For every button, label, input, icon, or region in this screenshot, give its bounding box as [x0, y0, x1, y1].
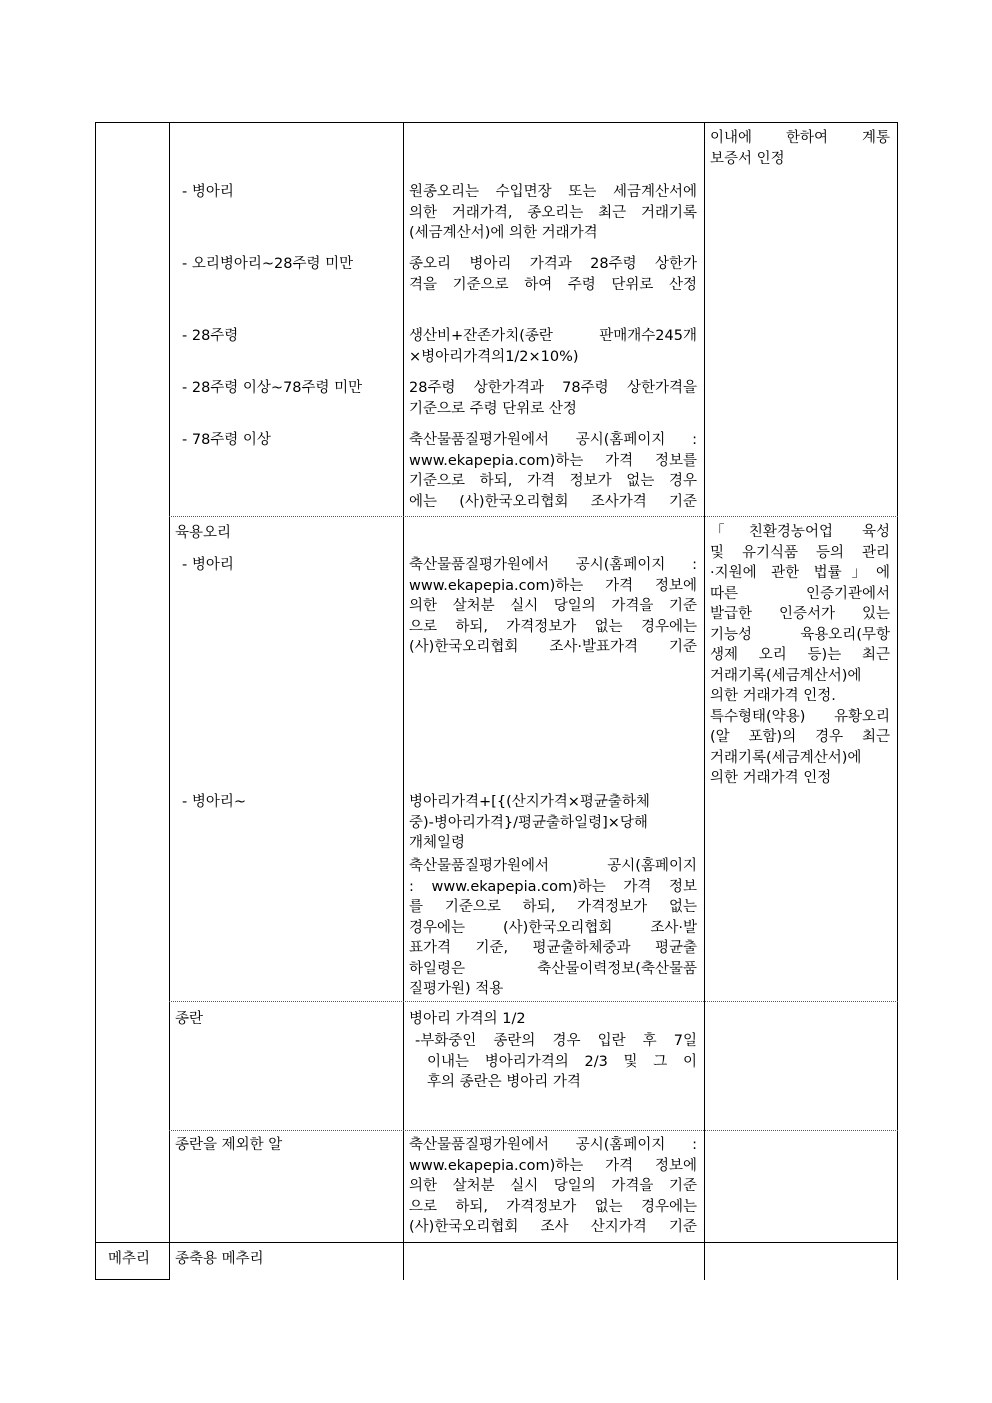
- item-label: - 병아리~: [182, 794, 247, 810]
- item-description: [409, 430, 697, 512]
- note-line: 이내에 한하여 계통: [710, 130, 890, 146]
- table-border-left: [95, 122, 96, 1280]
- item-description: [409, 555, 697, 658]
- desc-line: 축산물품질평가원에서 공시(홈페이지 :: [409, 432, 697, 448]
- desc-line: 의한 살처분 실시 당일의 가격을 기준: [409, 1178, 697, 1194]
- desc-line: ×병아리가격의1/2×10%): [409, 348, 579, 365]
- note-line: ·지원에 관한 법률」에: [710, 565, 890, 581]
- desc-line: 생산비+잔존가치(종란 판매개수245개: [409, 328, 697, 344]
- row-divider: [169, 516, 898, 517]
- item-label: - 오리병아리~28주령 미만: [182, 256, 354, 272]
- column-divider: [403, 122, 404, 1280]
- item-description: [409, 1135, 697, 1238]
- desc-line: 축산물품질평가원에서 공시(홈페이지 :: [409, 557, 697, 573]
- desc-line: (사)한국오리협회 조사 산지가격 기준: [409, 1219, 697, 1235]
- desc-line: 표가격 기준, 평균출하체중과 평균출: [409, 940, 697, 956]
- desc-line: 후의 종란은 병아리 가격: [427, 1074, 581, 1090]
- item-label: - 28주령: [182, 328, 239, 344]
- desc-line: 의한 살처분 실시 당일의 가격을 기준: [409, 598, 697, 614]
- note-line: 「친환경농어업 육성: [710, 524, 890, 540]
- desc-line: 기준으로 하되, 가격 정보가 없는 경우: [409, 473, 697, 489]
- desc-line: : www.ekapepia.com)하는 가격 정보: [409, 878, 697, 895]
- item-label: - 78주령 이상: [182, 432, 271, 448]
- item-description: [409, 254, 697, 295]
- item-description: [409, 856, 697, 1000]
- note-line: 기능성 육용오리(무항: [710, 626, 890, 643]
- note-line: (알 포함)의 경우 최근: [710, 729, 890, 745]
- desc-line: 종오리 병아리 가격과 28주령 상한가: [409, 256, 697, 272]
- note-line: 거래기록(세금계산서)에: [710, 749, 862, 766]
- desc-line: 를 기준으로 하되, 가격정보가 없는: [409, 899, 697, 915]
- row-label-other-egg: 종란을 제외한 알: [175, 1137, 283, 1153]
- desc-line: www.ekapepia.com)하는 가격 정보에: [409, 577, 697, 594]
- desc-line: 으로 하되, 가격정보가 없는 경우에는: [409, 618, 697, 635]
- row-label-hatching-egg: 종란: [175, 1011, 204, 1027]
- desc-line: 경우에는 (사)한국오리협회 조사·발: [409, 919, 697, 936]
- item-formula: [409, 792, 697, 854]
- item-label: - 28주령 이상~78주령 미만: [182, 380, 363, 396]
- column-divider: [169, 122, 170, 1280]
- desc-line: (사)한국오리협회 조사·발표가격 기준: [409, 639, 697, 655]
- note-line: 의한 거래가격 인정.: [710, 688, 836, 704]
- section-divider: [95, 1242, 898, 1243]
- table-border-top: [95, 122, 898, 123]
- item-label: - 병아리: [182, 557, 234, 573]
- row-divider: [169, 1001, 898, 1002]
- note-line: 발급한 인증서가 있는: [710, 606, 890, 622]
- desc-line: 으로 하되, 가격정보가 없는 경우에는: [409, 1198, 697, 1215]
- item-label: - 병아리: [182, 184, 234, 200]
- desc-line: (세금계산서)에 의한 거래가격: [409, 225, 598, 241]
- desc-line: www.ekapepia.com)하는 가격 정보에: [409, 1157, 697, 1174]
- desc-line: 의한 거래가격, 종오리는 최근 거래기록: [409, 204, 697, 221]
- desc-line: 격을 기준으로 하여 주령 단위로 산정: [409, 276, 697, 293]
- desc-line: -부화중인 종란의 경우 입란 후 7일: [415, 1033, 697, 1049]
- desc-line: 병아리가격+[{(산지가격×평균출하체: [409, 794, 650, 810]
- desc-line: 기준으로 주령 단위로 산정: [409, 400, 577, 417]
- item-description: [409, 378, 697, 419]
- desc-line: 중)-병아리가격}/평균출하일령]×당해: [409, 814, 648, 831]
- category-cell-bottom: [95, 1279, 169, 1280]
- desc-line: 개체일령: [409, 835, 466, 851]
- row-label-breeding-quail: 종축용 메추리: [175, 1251, 264, 1267]
- meat-duck-note: [710, 522, 890, 789]
- note-line: 보증서 인정: [710, 150, 785, 167]
- seed-duck-note: [710, 128, 890, 169]
- desc-line: 28주령 상한가격과 78주령 상한가격을: [409, 380, 697, 396]
- row-label-meat-duck: 육용오리: [175, 525, 232, 541]
- desc-line: 이내는 병아리가격의 2/3 및 그 이: [427, 1053, 697, 1070]
- note-line: 특수형태(약용) 유황오리: [710, 708, 890, 725]
- hatching-egg-price: 병아리 가격의 1/2: [409, 1011, 526, 1027]
- note-line: 및 유기식품 등의 관리: [710, 544, 890, 561]
- note-line: 거래기록(세금계산서)에: [710, 667, 862, 684]
- note-line: 따른 인증기관에서: [710, 585, 890, 602]
- category-quail: 메추리: [108, 1251, 151, 1267]
- item-description: [409, 182, 697, 244]
- table-border-right: [897, 122, 898, 1280]
- desc-line: 하일령은 축산물이력정보(축산물품: [409, 960, 697, 977]
- hatching-egg-subnote: [415, 1031, 697, 1093]
- desc-line: www.ekapepia.com)하는 가격 정보를: [409, 452, 697, 469]
- column-divider: [704, 122, 705, 1280]
- row-divider: [169, 1130, 898, 1131]
- desc-line: 원종오리는 수입면장 또는 세금계산서에: [409, 184, 697, 200]
- price-table: [95, 122, 898, 1280]
- item-description: [409, 326, 697, 367]
- desc-line: 축산물품질평가원에서 공시(홈페이지: [409, 858, 697, 874]
- desc-line: 축산물품질평가원에서 공시(홈페이지 :: [409, 1137, 697, 1153]
- note-line: 생제 오리 등)는 최근: [710, 647, 890, 663]
- desc-line: 에는 (사)한국오리협회 조사가격 기준: [409, 493, 697, 510]
- desc-line: 질평가원) 적용: [409, 981, 504, 997]
- note-line: 의한 거래가격 인정: [710, 770, 832, 786]
